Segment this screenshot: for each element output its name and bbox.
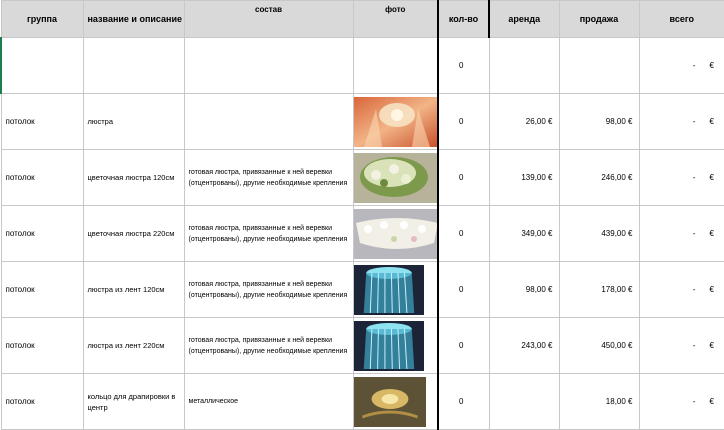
cell-group[interactable]	[1, 38, 83, 94]
total-currency: €	[709, 229, 714, 238]
cell-name[interactable]: люстра из лент 220см	[83, 318, 184, 374]
cell-total[interactable]	[639, 262, 724, 318]
cell-sale[interactable]: 450,00 €	[559, 318, 639, 374]
cell-total[interactable]	[639, 318, 724, 374]
cell-composition[interactable]: готовая люстра, привязанные к ней веревки (отцентрованы), другие необходимые крепления	[184, 318, 353, 374]
cell-composition[interactable]	[184, 94, 353, 150]
total-dash: -	[692, 397, 696, 406]
total-currency: €	[709, 117, 714, 126]
cell-rent[interactable]	[489, 38, 559, 94]
header-photo[interactable]: фото	[353, 1, 438, 38]
cell-photo[interactable]	[353, 374, 438, 430]
header-row	[1, 1, 724, 38]
cell-photo[interactable]	[353, 38, 438, 94]
cell-composition[interactable]: готовая люстра, привязанные к ней веревки (отцентрованы), другие необходимые крепления	[184, 262, 353, 318]
ribbon-chandelier-large-photo	[354, 321, 424, 371]
ring-photo	[354, 377, 426, 427]
cell-group[interactable]: потолок	[1, 94, 83, 150]
cell-sale[interactable]: 246,00 €	[559, 150, 639, 206]
table-row	[1, 38, 724, 94]
total-dash: -	[692, 117, 696, 126]
cell-group[interactable]: потолок	[1, 206, 83, 262]
flower-chandelier-large-photo	[354, 209, 439, 259]
cell-group[interactable]: потолок	[1, 374, 83, 430]
header-composition[interactable]: состав	[184, 1, 353, 38]
table-row	[1, 94, 724, 150]
cell-qty[interactable]: 0	[438, 94, 489, 150]
cell-total[interactable]	[639, 374, 724, 430]
header-name[interactable]: название и описание	[83, 1, 184, 38]
cell-qty[interactable]: 0	[438, 38, 489, 94]
header-total[interactable]: всего	[639, 1, 724, 38]
total-currency: €	[709, 173, 714, 182]
cell-qty[interactable]: 0	[438, 374, 489, 430]
cell-photo[interactable]	[353, 150, 438, 206]
cell-group[interactable]: потолок	[1, 318, 83, 374]
cell-qty[interactable]: 0	[438, 206, 489, 262]
cell-rent[interactable]: 243,00 €	[489, 318, 559, 374]
cell-group[interactable]: потолок	[1, 150, 83, 206]
table-row	[1, 150, 724, 206]
header-group[interactable]: группа	[1, 1, 83, 38]
chandelier-photo	[354, 97, 439, 147]
cell-total[interactable]	[639, 206, 724, 262]
total-currency: €	[709, 61, 714, 70]
cell-group[interactable]: потолок	[1, 262, 83, 318]
cell-photo[interactable]	[353, 206, 438, 262]
total-currency: €	[709, 397, 714, 406]
cell-qty[interactable]: 0	[438, 150, 489, 206]
cell-rent[interactable]: 98,00 €	[489, 262, 559, 318]
cell-name[interactable]: люстра	[83, 94, 184, 150]
cell-name[interactable]: цветочная люстра 120см	[83, 150, 184, 206]
cell-qty[interactable]: 0	[438, 262, 489, 318]
total-dash: -	[692, 173, 696, 182]
cell-composition[interactable]	[184, 38, 353, 94]
cell-photo[interactable]	[353, 318, 438, 374]
total-dash: -	[692, 61, 696, 70]
cell-photo[interactable]	[353, 262, 438, 318]
total-dash: -	[692, 341, 696, 350]
flower-chandelier-photo	[354, 153, 439, 203]
cell-photo[interactable]	[353, 94, 438, 150]
header-sale[interactable]: продажа	[559, 1, 639, 38]
header-qty[interactable]: кол-во	[438, 1, 489, 38]
total-currency: €	[709, 285, 714, 294]
cell-total[interactable]	[639, 38, 724, 94]
table-row	[1, 374, 724, 430]
ribbon-chandelier-photo	[354, 265, 424, 315]
cell-composition[interactable]: готовая люстра, привязанные к ней веревки (отцентрованы), другие необходимые крепления	[184, 206, 353, 262]
cell-composition[interactable]: металлическое	[184, 374, 353, 430]
cell-rent[interactable]: 139,00 €	[489, 150, 559, 206]
cell-rent[interactable]: 349,00 €	[489, 206, 559, 262]
cell-composition[interactable]: готовая люстра, привязанные к ней веревки (отцентрованы), другие необходимые крепления	[184, 150, 353, 206]
cell-name[interactable]: цветочная люстра 220см	[83, 206, 184, 262]
cell-qty[interactable]: 0	[438, 318, 489, 374]
cell-sale[interactable]: 178,00 €	[559, 262, 639, 318]
cell-name[interactable]	[83, 38, 184, 94]
header-rent[interactable]: аренда	[489, 1, 559, 38]
table-row	[1, 262, 724, 318]
cell-rent[interactable]: 26,00 €	[489, 94, 559, 150]
total-currency: €	[709, 341, 714, 350]
cell-sale[interactable]: 18,00 €	[559, 374, 639, 430]
cell-name[interactable]: люстра из лент 120см	[83, 262, 184, 318]
cell-sale[interactable]: 98,00 €	[559, 94, 639, 150]
table-row	[1, 206, 724, 262]
total-dash: -	[692, 285, 696, 294]
table-row	[1, 318, 724, 374]
cell-total[interactable]	[639, 150, 724, 206]
cell-rent[interactable]	[489, 374, 559, 430]
cell-total[interactable]	[639, 94, 724, 150]
cell-name[interactable]: кольцо для драпировки в центр	[83, 374, 184, 430]
total-dash: -	[692, 229, 696, 238]
cell-sale[interactable]	[559, 38, 639, 94]
cell-sale[interactable]: 439,00 €	[559, 206, 639, 262]
